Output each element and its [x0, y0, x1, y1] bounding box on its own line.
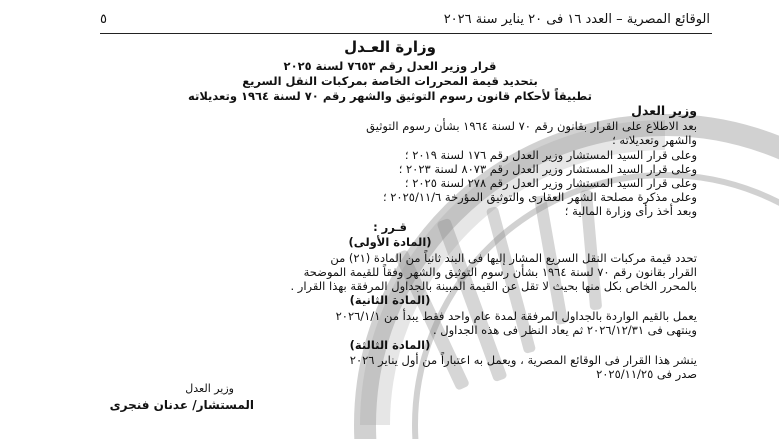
- ministry-heading: وزارة العـدل: [344, 38, 436, 56]
- decree-title: قرار وزير العدل رقم ٧٦٥٣ لسنة ٢٠٢٥: [283, 59, 497, 73]
- header-title: الوقائع المصرية – العدد ١٦ فى ٢٠ يناير سنة ٢٠٢٦: [443, 12, 710, 27]
- article-line: القرار بقانون رقم ٧٠ لسنة ١٩٦٤ بشأن رسوم التوثيق والشهر وفقاً للقيمة الموضحة: [303, 265, 697, 279]
- decided-heading: قـرر :: [373, 220, 407, 234]
- preamble-line: وعلى قرار السيد المستشار وزير العدل رقم ١٧٦ لسنة ٢٠١٩ ؛: [404, 148, 697, 162]
- article-heading: (المادة الأولى): [348, 235, 432, 249]
- running-header: [100, 10, 710, 32]
- article-heading: (المادة الثالثة): [349, 338, 431, 352]
- article-line: ينشر هذا القرار فى الوقائع المصرية ، ويعمل به اعتباراً من أول يناير ٢٠٢٦: [349, 353, 697, 367]
- decree-subject: بتحديد قيمة المحررات الخاصة بمركبات النقل السريع: [242, 74, 538, 88]
- article-line: صدر فى ٢٠٢٥/١١/٢٥: [596, 367, 697, 381]
- signature-name: المستشار/ عدنان فنجرى: [109, 398, 254, 412]
- article-heading: (المادة الثانية): [349, 293, 431, 307]
- issuer-heading: وزير العدل: [631, 103, 697, 118]
- article-line: تحدد قيمة مركبات النقل السريع المشار إليها فى البند ثانياً من المادة (٢١) من: [330, 251, 697, 265]
- preamble-line: وبعد أخذ رأى وزارة المالية ؛: [564, 204, 697, 218]
- preamble-line: وعلى مذكرة مصلحة الشهر العقارى والتوثيق المؤرخة ٢٠٢٥/١١/٦ ؛: [382, 190, 697, 204]
- article-line: بالمحرر الخاص بكل منها بحيث لا تقل عن القيمة المبينة بالجداول المرفقة بهذا القرار .: [290, 279, 697, 293]
- header-divider: [100, 33, 712, 34]
- preamble-line: بعد الاطلاع على القرار بقانون رقم ٧٠ لسنة ١٩٦٤ بشأن رسوم التوثيق: [366, 119, 697, 133]
- article-line: وينتهى فى ٢٠٢٦/١٢/٣١ ثم يعاد النظر فى هذه الجداول .: [432, 323, 697, 337]
- decree-application: تطبيقاً لأحكام قانون رسوم التوثيق والشهر رقم ٧٠ لسنة ١٩٦٤ وتعديلاته: [188, 89, 592, 103]
- preamble-line: وعلى قرار السيد المستشار وزير العدل رقم ٢٧٨ لسنة ٢٠٢٥ ؛: [404, 176, 697, 190]
- preamble-line: والشهر وتعديلاته ؛: [612, 133, 697, 147]
- article-line: يعمل بالقيم الواردة بالجداول المرفقة لمدة عام واحد فقط يبدأ من ٢٠٢٦/١/١: [335, 309, 697, 323]
- page-number: ٥: [100, 12, 107, 27]
- preamble-line: وعلى قرار السيد المستشار وزير العدل رقم ٨٠٧٣ لسنة ٢٠٢٣ ؛: [398, 162, 697, 176]
- signature-title: وزير العدل: [185, 382, 234, 395]
